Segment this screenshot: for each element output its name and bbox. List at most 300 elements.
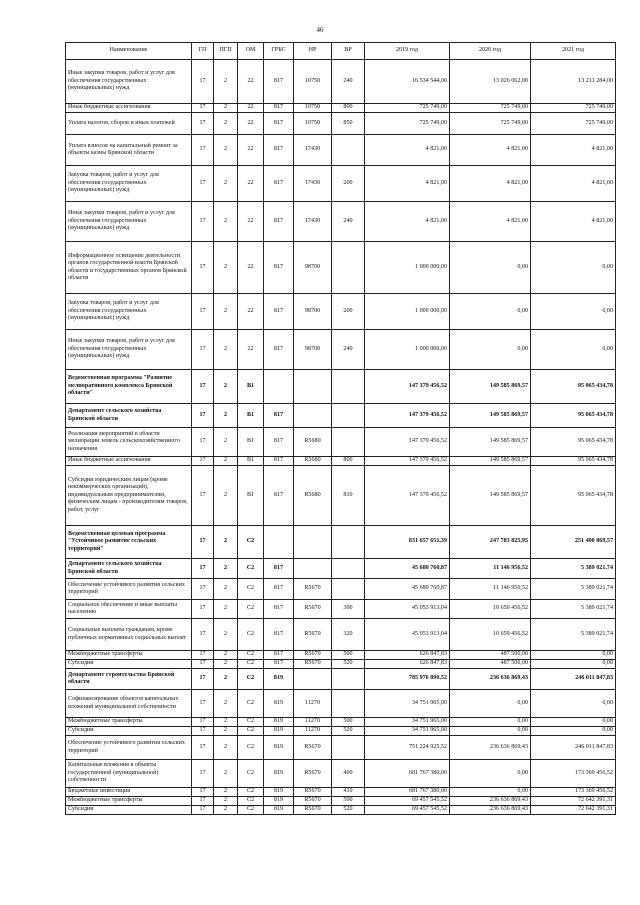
row-name-cell: Реализация мероприятий в области мелиорации земель сельскохозяйственного назначения bbox=[66, 428, 192, 457]
budget-table bbox=[65, 42, 616, 815]
table-row bbox=[66, 457, 616, 466]
row-2021-cell: 0,00 bbox=[531, 651, 616, 660]
row-2019-cell: 147 379 456,52 bbox=[365, 457, 450, 466]
row-gp-cell: 17 bbox=[192, 242, 214, 294]
table-row bbox=[66, 113, 616, 135]
row-om-cell: 22 bbox=[238, 113, 264, 135]
row-nr-cell: R5670 bbox=[294, 600, 332, 619]
row-vr-cell: 240 bbox=[332, 202, 365, 242]
row-nr-cell: R5670 bbox=[294, 579, 332, 600]
row-2019-cell: 69 457 545,52 bbox=[365, 806, 450, 815]
row-grbs-cell: 817 bbox=[264, 600, 294, 619]
row-name-cell: Иные закупки товаров, работ и услуг для обеспечения государственных (муниципальных) нужд bbox=[66, 330, 192, 370]
row-pgp-cell: 2 bbox=[214, 294, 238, 330]
header-nr: НР bbox=[294, 43, 332, 60]
row-2019-cell: 725 749,00 bbox=[365, 104, 450, 113]
row-2020-cell: 236 636 869,43 bbox=[450, 736, 531, 760]
row-2019-cell: 4 821,00 bbox=[365, 166, 450, 202]
table-row bbox=[66, 166, 616, 202]
row-2021-cell: 0,00 bbox=[531, 242, 616, 294]
row-2020-cell: 11 146 956,52 bbox=[450, 559, 531, 579]
row-pgp-cell: 2 bbox=[214, 718, 238, 727]
row-nr-cell: 17430 bbox=[294, 166, 332, 202]
row-2021-cell: 13 211 284,00 bbox=[531, 60, 616, 104]
row-nr-cell: R5680 bbox=[294, 466, 332, 526]
row-pgp-cell: 2 bbox=[214, 579, 238, 600]
row-grbs-cell: 817 bbox=[264, 104, 294, 113]
row-nr-cell: R5670 bbox=[294, 760, 332, 788]
row-grbs-cell: 817 bbox=[264, 294, 294, 330]
table-row bbox=[66, 718, 616, 727]
row-pgp-cell: 2 bbox=[214, 788, 238, 797]
table-row bbox=[66, 651, 616, 660]
row-grbs-cell: 817 bbox=[264, 202, 294, 242]
row-om-cell: В1 bbox=[238, 457, 264, 466]
row-2020-cell: 4 821,00 bbox=[450, 202, 531, 242]
row-om-cell: С2 bbox=[238, 718, 264, 727]
row-name-cell: Субсидии bbox=[66, 806, 192, 815]
row-om-cell: С2 bbox=[238, 690, 264, 718]
row-om-cell: С2 bbox=[238, 660, 264, 669]
row-om-cell: 22 bbox=[238, 166, 264, 202]
row-grbs-cell: 819 bbox=[264, 736, 294, 760]
row-pgp-cell: 2 bbox=[214, 457, 238, 466]
row-pgp-cell: 2 bbox=[214, 104, 238, 113]
row-2021-cell: 0,00 bbox=[531, 718, 616, 727]
row-gp-cell: 17 bbox=[192, 370, 214, 404]
row-grbs-cell: 817 bbox=[264, 135, 294, 166]
row-name-cell: Социальное обеспечение и иные выплаты населению bbox=[66, 600, 192, 619]
row-2020-cell: 10 659 456,52 bbox=[450, 600, 531, 619]
row-gp-cell: 17 bbox=[192, 718, 214, 727]
row-2019-cell: 34 751 965,00 bbox=[365, 690, 450, 718]
table-row bbox=[66, 806, 616, 815]
row-pgp-cell: 2 bbox=[214, 797, 238, 806]
row-grbs-cell: 819 bbox=[264, 760, 294, 788]
header-pgp: ПГП bbox=[214, 43, 238, 60]
row-2020-cell: 0,00 bbox=[450, 788, 531, 797]
row-vr-cell: 520 bbox=[332, 660, 365, 669]
row-vr-cell: 500 bbox=[332, 651, 365, 660]
row-2020-cell: 149 585 869,57 bbox=[450, 370, 531, 404]
row-vr-cell: 500 bbox=[332, 718, 365, 727]
row-2021-cell: 72 642 391,31 bbox=[531, 797, 616, 806]
row-gp-cell: 17 bbox=[192, 60, 214, 104]
row-pgp-cell: 2 bbox=[214, 60, 238, 104]
row-gp-cell: 17 bbox=[192, 669, 214, 690]
row-om-cell: С2 bbox=[238, 736, 264, 760]
row-nr-cell: 11270 bbox=[294, 718, 332, 727]
row-2021-cell: 95 065 434,78 bbox=[531, 404, 616, 428]
row-2020-cell: 149 585 869,57 bbox=[450, 457, 531, 466]
row-om-cell: С2 bbox=[238, 559, 264, 579]
row-vr-cell bbox=[332, 579, 365, 600]
row-gp-cell: 17 bbox=[192, 404, 214, 428]
row-vr-cell: 800 bbox=[332, 457, 365, 466]
row-name-cell: Уплата взносов на капитальный ремонт за объекты казны Брянской области bbox=[66, 135, 192, 166]
row-gp-cell: 17 bbox=[192, 690, 214, 718]
row-om-cell: 22 bbox=[238, 135, 264, 166]
row-om-cell: С2 bbox=[238, 806, 264, 815]
row-2019-cell: 45 680 760,87 bbox=[365, 559, 450, 579]
row-vr-cell: 500 bbox=[332, 797, 365, 806]
row-2020-cell: 236 636 869,43 bbox=[450, 797, 531, 806]
row-gp-cell: 17 bbox=[192, 760, 214, 788]
row-nr-cell bbox=[294, 669, 332, 690]
row-nr-cell: 98700 bbox=[294, 330, 332, 370]
row-pgp-cell: 2 bbox=[214, 113, 238, 135]
row-grbs-cell: 817 bbox=[264, 457, 294, 466]
row-pgp-cell: 2 bbox=[214, 404, 238, 428]
row-pgp-cell: 2 bbox=[214, 242, 238, 294]
row-2021-cell: 95 065 434,78 bbox=[531, 466, 616, 526]
row-2019-cell: 4 821,00 bbox=[365, 202, 450, 242]
row-2019-cell: 45 053 913,04 bbox=[365, 600, 450, 619]
row-gp-cell: 17 bbox=[192, 600, 214, 619]
row-2019-cell: 785 976 890,52 bbox=[365, 669, 450, 690]
row-2021-cell: 72 642 391,31 bbox=[531, 806, 616, 815]
row-om-cell: С2 bbox=[238, 600, 264, 619]
row-vr-cell bbox=[332, 404, 365, 428]
row-vr-cell: 200 bbox=[332, 166, 365, 202]
row-2020-cell: 149 585 869,57 bbox=[450, 466, 531, 526]
row-om-cell: В1 bbox=[238, 466, 264, 526]
row-nr-cell: 17430 bbox=[294, 135, 332, 166]
row-name-cell: Обеспечение устойчивого развития сельских территорий bbox=[66, 579, 192, 600]
row-pgp-cell: 2 bbox=[214, 428, 238, 457]
row-om-cell: 22 bbox=[238, 242, 264, 294]
row-om-cell: 22 bbox=[238, 330, 264, 370]
row-om-cell: С2 bbox=[238, 788, 264, 797]
row-2021-cell: 0,00 bbox=[531, 727, 616, 736]
row-vr-cell: 850 bbox=[332, 113, 365, 135]
row-2021-cell: 5 389 021,74 bbox=[531, 579, 616, 600]
row-name-cell: Капитальные вложения в объекты государственной (муниципальной) собственности bbox=[66, 760, 192, 788]
row-vr-cell: 810 bbox=[332, 466, 365, 526]
row-2020-cell: 247 783 825,95 bbox=[450, 526, 531, 559]
row-2019-cell: 147 379 456,52 bbox=[365, 466, 450, 526]
row-2020-cell: 0,00 bbox=[450, 330, 531, 370]
row-grbs-cell: 819 bbox=[264, 797, 294, 806]
row-2019-cell: 1 000 000,00 bbox=[365, 242, 450, 294]
row-2021-cell: 0,00 bbox=[531, 660, 616, 669]
row-name-cell: Межбюджетные трансферты bbox=[66, 718, 192, 727]
row-2021-cell: 725 749,00 bbox=[531, 113, 616, 135]
row-nr-cell: 98700 bbox=[294, 242, 332, 294]
row-nr-cell: R5670 bbox=[294, 651, 332, 660]
row-pgp-cell: 2 bbox=[214, 330, 238, 370]
row-2020-cell: 236 636 869,43 bbox=[450, 669, 531, 690]
row-gp-cell: 17 bbox=[192, 466, 214, 526]
table-row bbox=[66, 330, 616, 370]
row-gp-cell: 17 bbox=[192, 526, 214, 559]
table-row bbox=[66, 242, 616, 294]
row-pgp-cell: 2 bbox=[214, 619, 238, 651]
page-number: 46 bbox=[316, 26, 324, 34]
row-2021-cell: 95 065 434,78 bbox=[531, 370, 616, 404]
row-2019-cell: 34 751 965,00 bbox=[365, 727, 450, 736]
table-row bbox=[66, 788, 616, 797]
row-grbs-cell: 817 bbox=[264, 579, 294, 600]
row-nr-cell: 10750 bbox=[294, 113, 332, 135]
row-2019-cell: 4 821,00 bbox=[365, 135, 450, 166]
table-row bbox=[66, 60, 616, 104]
row-gp-cell: 17 bbox=[192, 428, 214, 457]
row-vr-cell bbox=[332, 242, 365, 294]
row-2021-cell: 4 821,00 bbox=[531, 166, 616, 202]
row-2019-cell: 16 534 544,00 bbox=[365, 60, 450, 104]
row-2019-cell: 34 751 965,00 bbox=[365, 718, 450, 727]
row-2019-cell: 147 379 456,52 bbox=[365, 404, 450, 428]
row-2021-cell: 4 821,00 bbox=[531, 135, 616, 166]
table-row bbox=[66, 202, 616, 242]
table-row bbox=[66, 669, 616, 690]
row-gp-cell: 17 bbox=[192, 559, 214, 579]
row-om-cell: С2 bbox=[238, 579, 264, 600]
row-nr-cell: R5670 bbox=[294, 736, 332, 760]
row-2021-cell: 5 389 021,74 bbox=[531, 600, 616, 619]
row-vr-cell: 240 bbox=[332, 330, 365, 370]
row-gp-cell: 17 bbox=[192, 788, 214, 797]
row-nr-cell: R5670 bbox=[294, 806, 332, 815]
row-vr-cell: 520 bbox=[332, 806, 365, 815]
table-body bbox=[66, 60, 616, 815]
row-grbs-cell: 817 bbox=[264, 166, 294, 202]
row-name-cell: Межбюджетные трансферты bbox=[66, 797, 192, 806]
row-nr-cell: 10750 bbox=[294, 60, 332, 104]
row-pgp-cell: 2 bbox=[214, 370, 238, 404]
row-pgp-cell: 2 bbox=[214, 806, 238, 815]
row-gp-cell: 17 bbox=[192, 806, 214, 815]
table-row bbox=[66, 760, 616, 788]
row-pgp-cell: 2 bbox=[214, 760, 238, 788]
row-nr-cell bbox=[294, 559, 332, 579]
row-name-cell: Бюджетные инвестиции bbox=[66, 788, 192, 797]
row-vr-cell bbox=[332, 736, 365, 760]
row-grbs-cell: 817 bbox=[264, 113, 294, 135]
row-pgp-cell: 2 bbox=[214, 526, 238, 559]
row-vr-cell bbox=[332, 526, 365, 559]
row-2020-cell: 0,00 bbox=[450, 690, 531, 718]
row-om-cell: 22 bbox=[238, 104, 264, 113]
row-2021-cell: 173 369 456,52 bbox=[531, 788, 616, 797]
row-name-cell: Обеспечение устойчивого развития сельских территорий bbox=[66, 736, 192, 760]
row-pgp-cell: 2 bbox=[214, 466, 238, 526]
row-nr-cell: R5670 bbox=[294, 660, 332, 669]
row-2021-cell: 95 065 434,78 bbox=[531, 428, 616, 457]
header-vr: ВР bbox=[332, 43, 365, 60]
row-name-cell: Уплата налогов, сборов и иных платежей bbox=[66, 113, 192, 135]
row-nr-cell: 98700 bbox=[294, 294, 332, 330]
row-om-cell: С2 bbox=[238, 526, 264, 559]
row-gp-cell: 17 bbox=[192, 651, 214, 660]
row-name-cell: Департамент строительства Брянской области bbox=[66, 669, 192, 690]
row-2019-cell: 831 657 651,39 bbox=[365, 526, 450, 559]
row-nr-cell: 11270 bbox=[294, 690, 332, 718]
table-row bbox=[66, 690, 616, 718]
row-gp-cell: 17 bbox=[192, 736, 214, 760]
row-vr-cell bbox=[332, 370, 365, 404]
row-2019-cell: 681 767 380,00 bbox=[365, 788, 450, 797]
row-2021-cell: 4 821,00 bbox=[531, 202, 616, 242]
row-grbs-cell bbox=[264, 526, 294, 559]
row-gp-cell: 17 bbox=[192, 135, 214, 166]
row-2020-cell: 13 026 062,00 bbox=[450, 60, 531, 104]
row-2021-cell: 0,00 bbox=[531, 330, 616, 370]
row-2019-cell: 69 457 545,52 bbox=[365, 797, 450, 806]
row-2019-cell: 725 749,00 bbox=[365, 113, 450, 135]
row-grbs-cell: 819 bbox=[264, 718, 294, 727]
row-name-cell: Закупка товаров, работ и услуг для обеспечения государственных (муниципальных) нужд bbox=[66, 166, 192, 202]
row-grbs-cell: 817 bbox=[264, 404, 294, 428]
row-vr-cell bbox=[332, 669, 365, 690]
row-pgp-cell: 2 bbox=[214, 559, 238, 579]
row-om-cell: С2 bbox=[238, 669, 264, 690]
row-2019-cell: 147 379 456,52 bbox=[365, 370, 450, 404]
row-grbs-cell bbox=[264, 370, 294, 404]
row-2019-cell: 751 224 925,52 bbox=[365, 736, 450, 760]
row-name-cell: Субсидии bbox=[66, 660, 192, 669]
row-nr-cell: 17430 bbox=[294, 202, 332, 242]
row-2020-cell: 149 585 869,57 bbox=[450, 404, 531, 428]
row-nr-cell: R5670 bbox=[294, 788, 332, 797]
row-name-cell: Межбюджетные трансферты bbox=[66, 651, 192, 660]
header-2020: 2020 год bbox=[450, 43, 531, 60]
row-om-cell: В1 bbox=[238, 370, 264, 404]
row-om-cell: С2 bbox=[238, 760, 264, 788]
row-vr-cell: 300 bbox=[332, 600, 365, 619]
row-vr-cell: 400 bbox=[332, 760, 365, 788]
row-om-cell: С2 bbox=[238, 727, 264, 736]
row-gp-cell: 17 bbox=[192, 797, 214, 806]
table-row bbox=[66, 579, 616, 600]
row-gp-cell: 17 bbox=[192, 294, 214, 330]
row-2019-cell: 681 767 380,00 bbox=[365, 760, 450, 788]
row-name-cell: Закупка товаров, работ и услуг для обеспечения государственных (муниципальных) нужд bbox=[66, 294, 192, 330]
row-gp-cell: 17 bbox=[192, 579, 214, 600]
row-nr-cell: 11270 bbox=[294, 727, 332, 736]
row-om-cell: 22 bbox=[238, 294, 264, 330]
row-2019-cell: 626 847,83 bbox=[365, 660, 450, 669]
table-row bbox=[66, 526, 616, 559]
table-row bbox=[66, 104, 616, 113]
row-vr-cell: 410 bbox=[332, 788, 365, 797]
header-gp: ГП bbox=[192, 43, 214, 60]
row-vr-cell bbox=[332, 690, 365, 718]
row-grbs-cell: 817 bbox=[264, 242, 294, 294]
row-om-cell: С2 bbox=[238, 797, 264, 806]
row-2019-cell: 626 847,83 bbox=[365, 651, 450, 660]
row-2020-cell: 236 636 869,43 bbox=[450, 806, 531, 815]
row-name-cell: Департамент сельского хозяйства Брянской области bbox=[66, 559, 192, 579]
row-grbs-cell: 819 bbox=[264, 806, 294, 815]
row-gp-cell: 17 bbox=[192, 104, 214, 113]
row-name-cell: Субсидии bbox=[66, 727, 192, 736]
row-vr-cell: 800 bbox=[332, 104, 365, 113]
row-2020-cell: 10 659 456,52 bbox=[450, 619, 531, 651]
row-gp-cell: 17 bbox=[192, 202, 214, 242]
row-name-cell: Департамент сельского хозяйства Брянской области bbox=[66, 404, 192, 428]
row-gp-cell: 17 bbox=[192, 457, 214, 466]
row-vr-cell: 520 bbox=[332, 727, 365, 736]
row-2021-cell: 95 065 434,78 bbox=[531, 457, 616, 466]
row-pgp-cell: 2 bbox=[214, 736, 238, 760]
row-nr-cell: R5670 bbox=[294, 797, 332, 806]
row-2020-cell: 0,00 bbox=[450, 294, 531, 330]
row-2019-cell: 45 680 760,87 bbox=[365, 579, 450, 600]
row-om-cell: С2 bbox=[238, 619, 264, 651]
row-pgp-cell: 2 bbox=[214, 669, 238, 690]
row-grbs-cell: 817 bbox=[264, 428, 294, 457]
table-row bbox=[66, 404, 616, 428]
row-2021-cell: 173 369 456,52 bbox=[531, 760, 616, 788]
table-row bbox=[66, 797, 616, 806]
header-2021: 2021 год bbox=[531, 43, 616, 60]
row-om-cell: В1 bbox=[238, 428, 264, 457]
row-vr-cell: 200 bbox=[332, 294, 365, 330]
table-header-row bbox=[66, 43, 616, 60]
row-gp-cell: 17 bbox=[192, 727, 214, 736]
header-grbs: ГРБС bbox=[264, 43, 294, 60]
row-grbs-cell: 817 bbox=[264, 559, 294, 579]
row-pgp-cell: 2 bbox=[214, 651, 238, 660]
row-name-cell: Софинансирование объектов капитальных вложений муниципальной собственности bbox=[66, 690, 192, 718]
row-pgp-cell: 2 bbox=[214, 166, 238, 202]
row-grbs-cell: 817 bbox=[264, 330, 294, 370]
row-2021-cell: 0,00 bbox=[531, 690, 616, 718]
row-2020-cell: 725 749,00 bbox=[450, 113, 531, 135]
row-gp-cell: 17 bbox=[192, 113, 214, 135]
row-name-cell: Информационное освещение деятельности органов государственной власти Брянской области и государственных органов Брянской области bbox=[66, 242, 192, 294]
table-row bbox=[66, 135, 616, 166]
row-2020-cell: 4 821,00 bbox=[450, 135, 531, 166]
table-row bbox=[66, 294, 616, 330]
row-pgp-cell: 2 bbox=[214, 727, 238, 736]
row-gp-cell: 17 bbox=[192, 166, 214, 202]
row-name-cell: Иные закупки товаров, работ и услуг для обеспечения государственных (муниципальных) нужд bbox=[66, 60, 192, 104]
row-2019-cell: 45 053 913,04 bbox=[365, 619, 450, 651]
row-2020-cell: 0,00 bbox=[450, 760, 531, 788]
row-gp-cell: 17 bbox=[192, 330, 214, 370]
row-nr-cell: R5680 bbox=[294, 428, 332, 457]
row-grbs-cell: 817 bbox=[264, 466, 294, 526]
row-2020-cell: 149 585 869,57 bbox=[450, 428, 531, 457]
row-vr-cell bbox=[332, 428, 365, 457]
row-grbs-cell: 817 bbox=[264, 660, 294, 669]
row-2020-cell: 11 146 956,52 bbox=[450, 579, 531, 600]
row-2019-cell: 147 379 456,52 bbox=[365, 428, 450, 457]
row-vr-cell bbox=[332, 135, 365, 166]
row-grbs-cell: 819 bbox=[264, 690, 294, 718]
row-2020-cell: 4 821,00 bbox=[450, 166, 531, 202]
table-row bbox=[66, 619, 616, 651]
row-name-cell: Иные бюджетные ассигнования bbox=[66, 104, 192, 113]
row-vr-cell: 240 bbox=[332, 60, 365, 104]
row-gp-cell: 17 bbox=[192, 660, 214, 669]
row-name-cell: Иные бюджетные ассигнования bbox=[66, 457, 192, 466]
row-2020-cell: 0,00 bbox=[450, 242, 531, 294]
table-row bbox=[66, 727, 616, 736]
header-2019: 2019 год bbox=[365, 43, 450, 60]
row-grbs-cell: 817 bbox=[264, 60, 294, 104]
row-2020-cell: 0,00 bbox=[450, 727, 531, 736]
table-row bbox=[66, 466, 616, 526]
row-om-cell: 22 bbox=[238, 60, 264, 104]
header-name: Наименование bbox=[66, 43, 192, 60]
row-grbs-cell: 819 bbox=[264, 669, 294, 690]
row-vr-cell: 320 bbox=[332, 619, 365, 651]
row-2021-cell: 0,00 bbox=[531, 294, 616, 330]
